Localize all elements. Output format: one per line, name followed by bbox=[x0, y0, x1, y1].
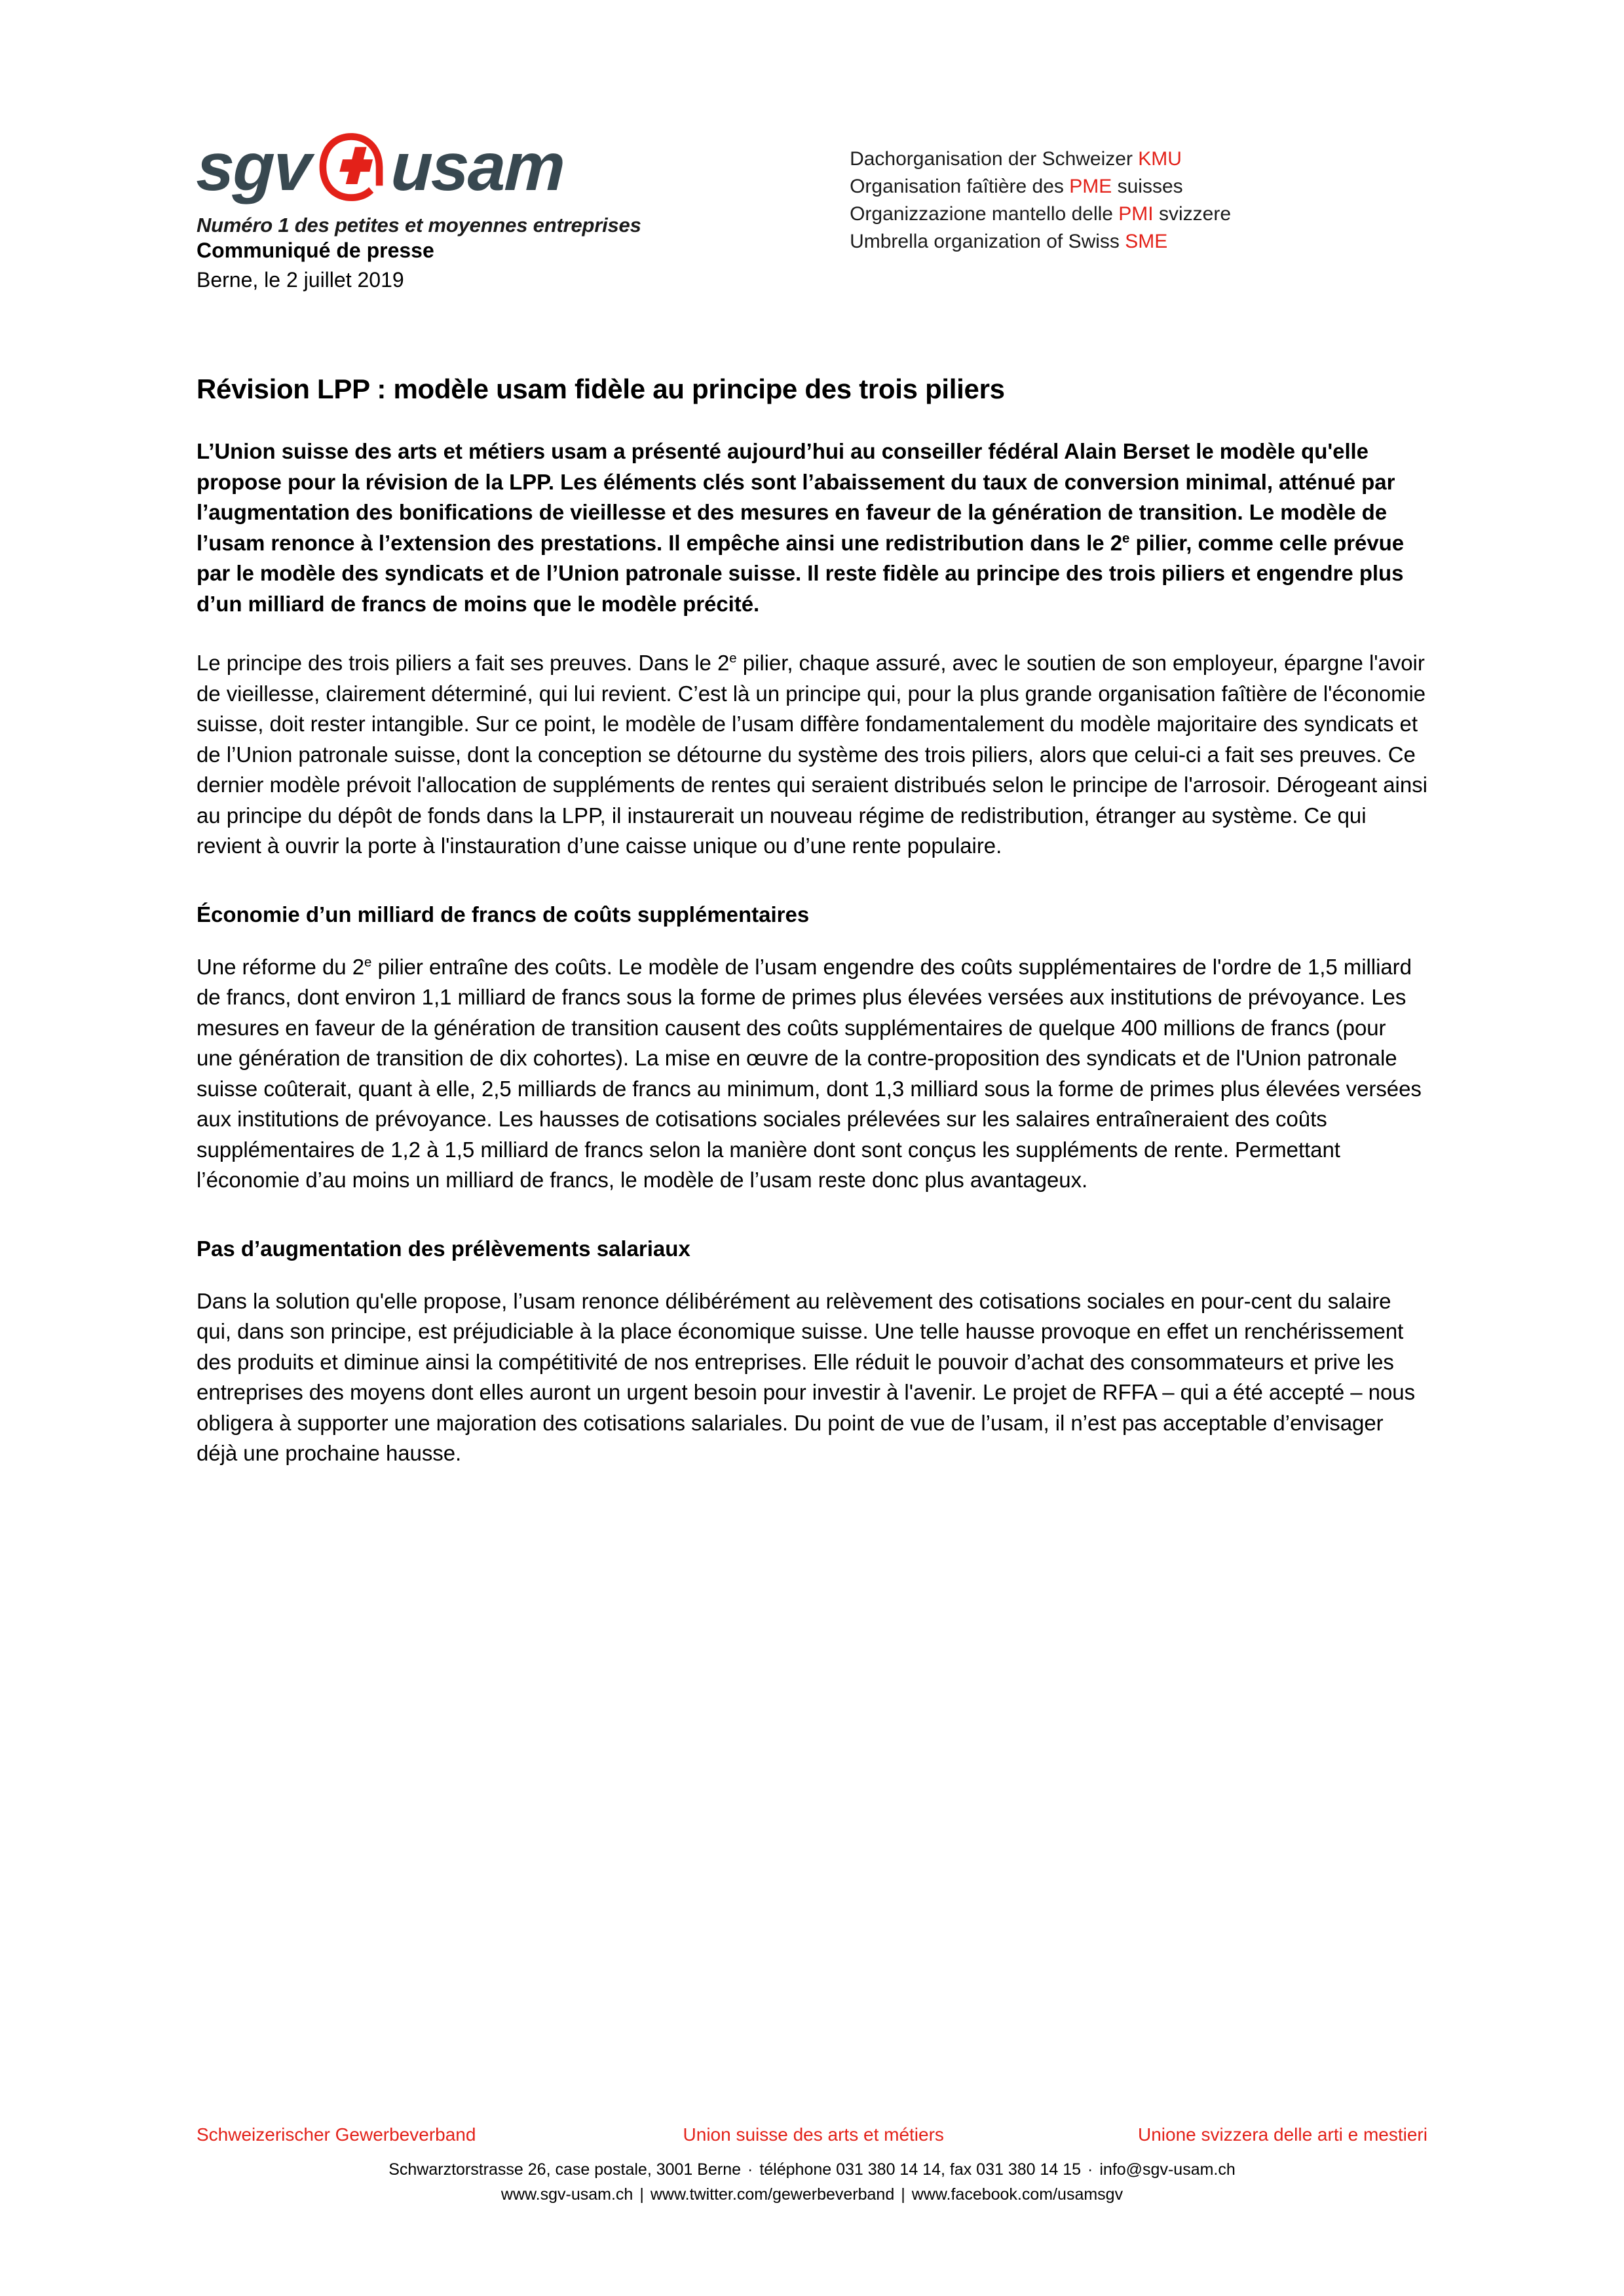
footer-website-link[interactable]: www.sgv-usam.ch bbox=[500, 2185, 633, 2204]
footer-phone: téléphone 031 380 14 14, fax 031 380 14 15 bbox=[759, 2160, 1082, 2179]
org-line-it: Organizzazione mantello delle PMI svizzere bbox=[850, 203, 1231, 225]
footer-org-it: Unione svizzera delle arti e mestieri bbox=[1138, 2124, 1427, 2145]
section-heading-savings: Économie d’un milliard de francs de coûts supplémentaires bbox=[197, 902, 810, 927]
section-heading-salary-levies: Pas d’augmentation des prélèvements salariaux bbox=[197, 1236, 690, 1261]
usam-swiss-cross-emblem-icon bbox=[312, 128, 390, 206]
paragraph-three-pillars: Le principe des trois piliers a fait ses preuves. Dans le 2e pilier, chaque assuré, avec le soutien de son employeur, épargne l'avoir de vieillesse, clairement déterminé, qui lui revient. C’est là un principe qui, pour la plus grande organisation faîtière de l'économie suisse, doit rester intangible. Sur ce point, le modèle de l’usam diffère fondamentalement du modèle majoritaire des syndicats et de l’Union patronale suisse, dont la conception se détourne du système des trois piliers, alors que celui-ci a fait ses preuves. Ce dernier modèle prévoit l'allocation de suppléments de rentes qui seraient distribués selon le principe de l'arrosoir. Dérogeant ainsi au principe du dépôt de fonds dans la LPP, il instaurerait un nouveau régime de redistribution, étranger au système. Ce qui revient à ouvrir la porte à l'instauration d’une caisse unique ou d’une rente populaire. bbox=[197, 651, 1427, 858]
footer-contact-details bbox=[197, 2157, 1427, 2207]
footer-organization-names bbox=[197, 2123, 1427, 2147]
acronym-sme: SME bbox=[1125, 231, 1168, 252]
acronym-pme: PME bbox=[1069, 176, 1112, 197]
document-body bbox=[197, 372, 1427, 1469]
org-line-de: Dachorganisation der Schweizer KMU bbox=[850, 148, 1182, 170]
footer-twitter-link[interactable]: www.twitter.com/gewerbeverband bbox=[650, 2185, 895, 2204]
footer-separator-bar: | bbox=[639, 2185, 644, 2204]
footer-facebook-link[interactable]: www.facebook.com/usamsgv bbox=[911, 2185, 1124, 2204]
usam-logo bbox=[197, 128, 786, 237]
footer-contact-line-1 bbox=[197, 2157, 1427, 2182]
ordinal-superscript: e bbox=[729, 651, 737, 666]
footer-org-fr: Union suisse des arts et métiers bbox=[683, 2124, 944, 2145]
place-and-date: Berne, le 2 juillet 2019 bbox=[197, 268, 404, 292]
footer-contact-line-2 bbox=[197, 2182, 1427, 2207]
logo-wordmark bbox=[197, 128, 786, 206]
organization-languages bbox=[850, 145, 1231, 256]
footer-email[interactable]: info@sgv-usam.ch bbox=[1099, 2160, 1236, 2179]
acronym-pmi: PMI bbox=[1118, 203, 1154, 225]
footer-org-de: Schweizerischer Gewerbeverband bbox=[197, 2124, 476, 2145]
acronym-kmu: KMU bbox=[1138, 148, 1182, 170]
page-title: Révision LPP : modèle usam fidèle au principe des trois piliers bbox=[197, 373, 1005, 404]
logo-text-sgv: sgv bbox=[195, 129, 312, 205]
footer-separator-dot: · bbox=[747, 2160, 753, 2179]
footer-separator-bar: | bbox=[901, 2185, 905, 2204]
org-line-fr: Organisation faîtière des PME suisses bbox=[850, 176, 1183, 197]
page-footer bbox=[197, 2123, 1427, 2207]
footer-address: Schwarztorstrasse 26, case postale, 3001 Berne bbox=[388, 2160, 741, 2179]
lead-paragraph: L’Union suisse des arts et métiers usam a présenté aujourd’hui au conseiller fédéral Alain Berset le modèle qu'elle propose pour la révision de la LPP. Les éléments clés sont l’abaissement du taux de conversion minimal, atténué par l’augmentation des bonifications de vieillesse et des mesures en faveur de la génération de transition. Le modèle de l’usam renonce à l’extension des prestations. Il empêche ainsi une redistribution dans le 2e pilier, comme celle prévue par le modèle des syndicats et de l’Union patronale suisse. Il reste fidèle au principe des trois piliers et engendre plus d’un milliard de francs de moins que le modèle précité. bbox=[197, 439, 1405, 616]
paragraph-salary-levies: Dans la solution qu'elle propose, l’usam renonce délibérément au relèvement des cotisations sociales en pour-cent du salaire qui, dans son principe, est préjudiciable à la place économique suisse. Une telle hausse provoque en effet un renchérissement des produits et diminue ainsi la compétitivité de nos entreprises. Elle réduit le pouvoir d’achat des consommateurs et prive les entreprises des moyens dont elles auront un urgent besoin pour investir à l'avenir. Le projet de RFFA – qui a été accepté – nous obligera à supporter une majoration des cotisations salariales. Du point de vue de l’usam, il n’est pas acceptable d’envisager déjà une prochaine hausse. bbox=[197, 1288, 1416, 1465]
logo-tagline: Numéro 1 des petites et moyennes entreprises bbox=[197, 214, 641, 237]
logo-text-usam: usam bbox=[390, 129, 565, 205]
document-type: Communiqué de presse bbox=[197, 239, 434, 262]
footer-separator-dot: · bbox=[1087, 2160, 1093, 2179]
ordinal-superscript: e bbox=[364, 954, 372, 970]
org-line-en: Umbrella organization of Swiss SME bbox=[850, 231, 1168, 252]
paragraph-costs: Une réforme du 2e pilier entraîne des coûts. Le modèle de l’usam engendre des coûts supplémentaires de l'ordre de 1,5 milliard de francs, dont environ 1,1 milliard de francs sous la forme de primes plus élevées versées aux institutions de prévoyance. Les mesures en faveur de la génération de transition causent des coûts supplémentaires de quelque 400 millions de francs (pour une génération de transition de dix cohortes). La mise en œuvre de la contre-proposition des syndicats et de l'Union patronale suisse coûterait, quant à elle, 2,5 milliards de francs au minimum, dont 1,3 milliard sous la forme de primes plus élevées versées aux institutions de prévoyance. Les hausses de cotisations sociales prélevées sur les salaires entraîneraient des coûts supplémentaires de 1,2 à 1,5 milliard de francs selon la manière dont sont conçus les suppléments de rente. Permettant l’économie d’au moins un milliard de francs, le modèle de l’usam reste donc plus avantageux. bbox=[197, 954, 1422, 1192]
ordinal-superscript: e bbox=[1122, 530, 1130, 546]
